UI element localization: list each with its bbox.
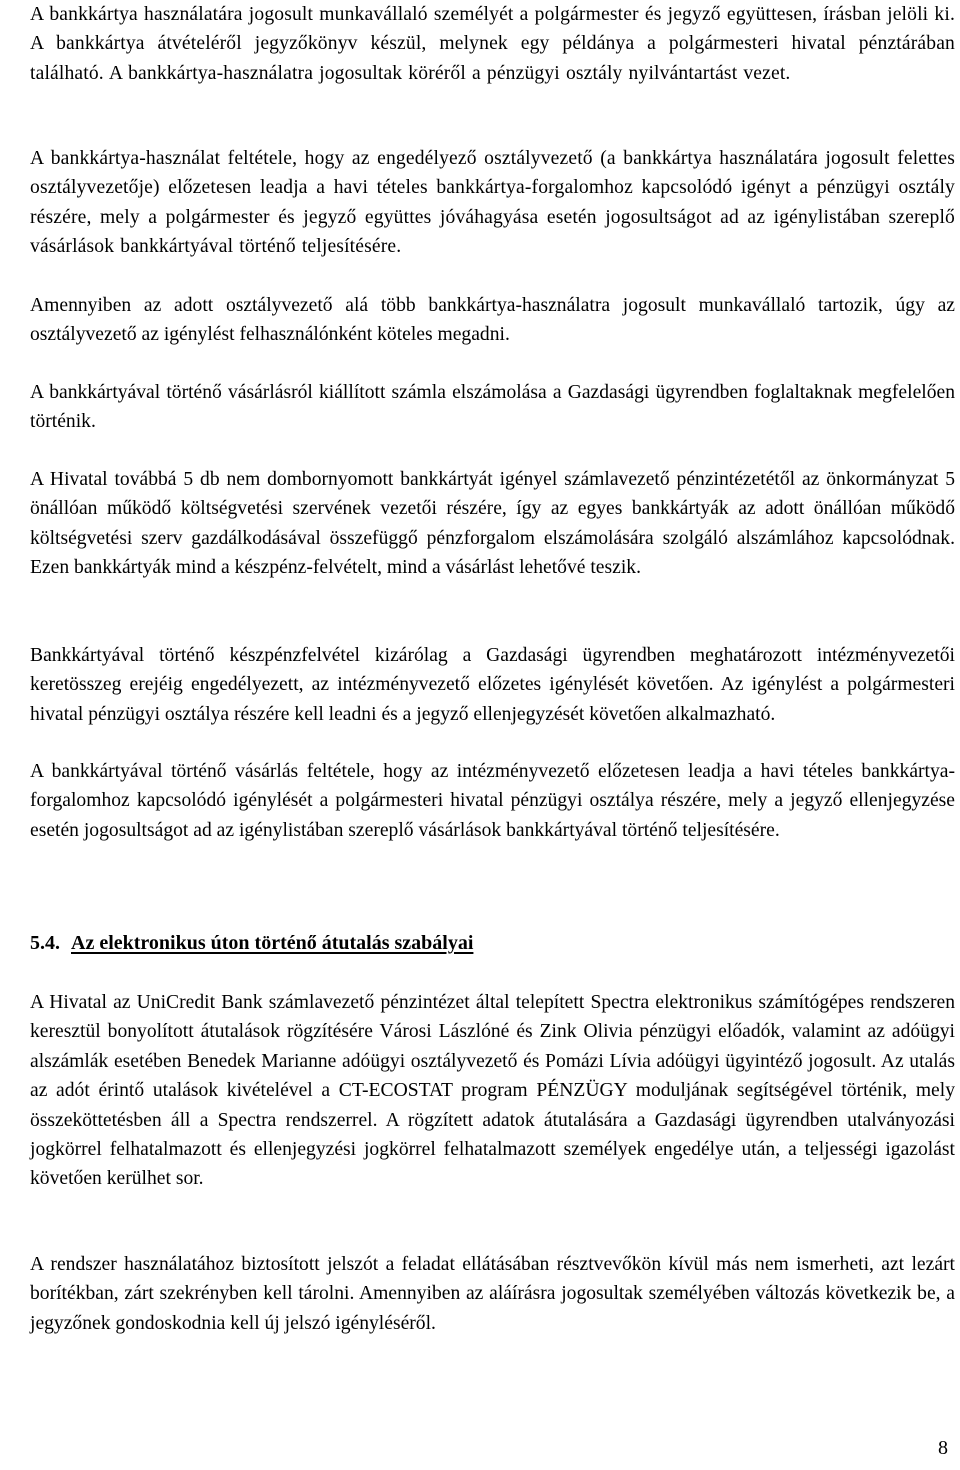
section-heading — [30, 928, 473, 958]
page-number: 8 — [938, 1437, 948, 1459]
paragraph-institution-cards: A Hivatal továbbá 5 db nem dombornyomott bankkártyát igényel számlavezető pénzintézetétől az önkormányzat 5 önállóan működő költségvetési szervének vezetői részére, így az egyes bankkártyák az adott önállóan működő költségvetési szerv gazdálkodásával összefüggő pénzforgalom elszámolására szolgáló alszámlához kapcsolódnak. Ezen bankkártyák mind a készpénz-felvételt, mind a vásárlást lehetővé teszik. — [30, 469, 955, 579]
paragraph-card-usage-condition: A bankkártya-használat feltétele, hogy az engedélyező osztályvezető (a bankkártya használatára jogosult felettes osztályvezetője) előzetesen leadja a havi tételes bankkártya-forgalomhoz kapcsolódó igényt a pénzügyi osztály részére, mely a polgármester és jegyző együttes jóváhagyása esetén jogosultságot ad az igénylistában szereplő vásárlások bankkártyával történő teljesítésére. — [30, 148, 955, 258]
paragraph-invoice-settlement: A bankkártyával történő vásárlásról kiállított számla elszámolása a Gazdasági ügyrendben foglaltaknak megfelelően történik. — [30, 382, 955, 433]
paragraph-card-authorization: A bankkártya használatára jogosult munkavállaló személyét a polgármester és jegyző együttesen, írásban jelöli ki. A bankkártya átvételéről jegyzőkönyv készül, melynek egy példánya a polgármesteri hivatal pénztárában található. A bankkártya-használatra jogosultak köréről a pénzügyi osztály nyilvántartást vezet. — [30, 4, 955, 84]
paragraph-electronic-transfer: A Hivatal az UniCredit Bank számlavezető pénzintézet által telepített Spectra elektronikus számítógépes rendszeren keresztül bonyolított átutalások rögzítésére Városi Lászlóné és Zink Olivia pénzügyi előadók, valamint az adóügyi alszámlák esetében Benedek Marianne adóügyi osztályvezető és Pomázi Lívia adóügyi ügyintéző jogosult. Az utalás az adót érintő utalások kivételével a CT-ECOSTAT program PÉNZÜGY moduljának segítségével történik, mely összeköttetésben áll a Spectra rendszerrel. A rögzített adatok átutalására a Gazdasági ügyrendben utalványozási jogkörrel felhatalmazott és ellenjegyzési jogkörrel felhatalmazott személyek engedélye után, a teljességi igazolást követően kerülhet sor. — [30, 992, 955, 1190]
paragraph-purchase-condition: A bankkártyával történő vásárlás feltétele, hogy az intézményvezető előzetesen leadja a havi tételes bankkártya-forgalomhoz kapcsolódó igénylését a polgármesteri hivatal pénzügyi osztálya részére, mely a jegyző ellenjegyzése esetén jogosultságot ad az igénylistában szereplő vásárlások bankkártyával történő teljesítésére. — [30, 761, 955, 841]
paragraph-password-handling: A rendszer használatához biztosított jelszót a feladat ellátásában résztvevőkön kívül más nem ismerheti, azt lezárt borítékban, zárt szekrényben kell tárolni. Amennyiben az aláírásra jogosultak személyében változás következik be, a jegyzőnek gondoskodnia kell új jelszó igényléséről. — [30, 1254, 955, 1334]
paragraph-cash-withdrawal: Bankkártyával történő készpénzfelvétel kizárólag a Gazdasági ügyrendben meghatározott intézményvezetői keretösszeg erejéig engedélyezett, az intézményvezető előzetes igénylését követően. Az igénylést a polgármesteri hivatal pénzügyi osztálya részére kell leadni és a jegyző ellenjegyzését követően alkalmazható. — [30, 645, 955, 725]
section-title: Az elektronikus úton történő átutalás szabályai — [71, 932, 474, 954]
section-number: 5.4. — [30, 932, 60, 954]
paragraph-multiple-users: Amennyiben az adott osztályvezető alá több bankkártya-használatra jogosult munkavállaló tartozik, úgy az osztályvezető az igénylést felhasználónként köteles megadni. — [30, 295, 955, 346]
